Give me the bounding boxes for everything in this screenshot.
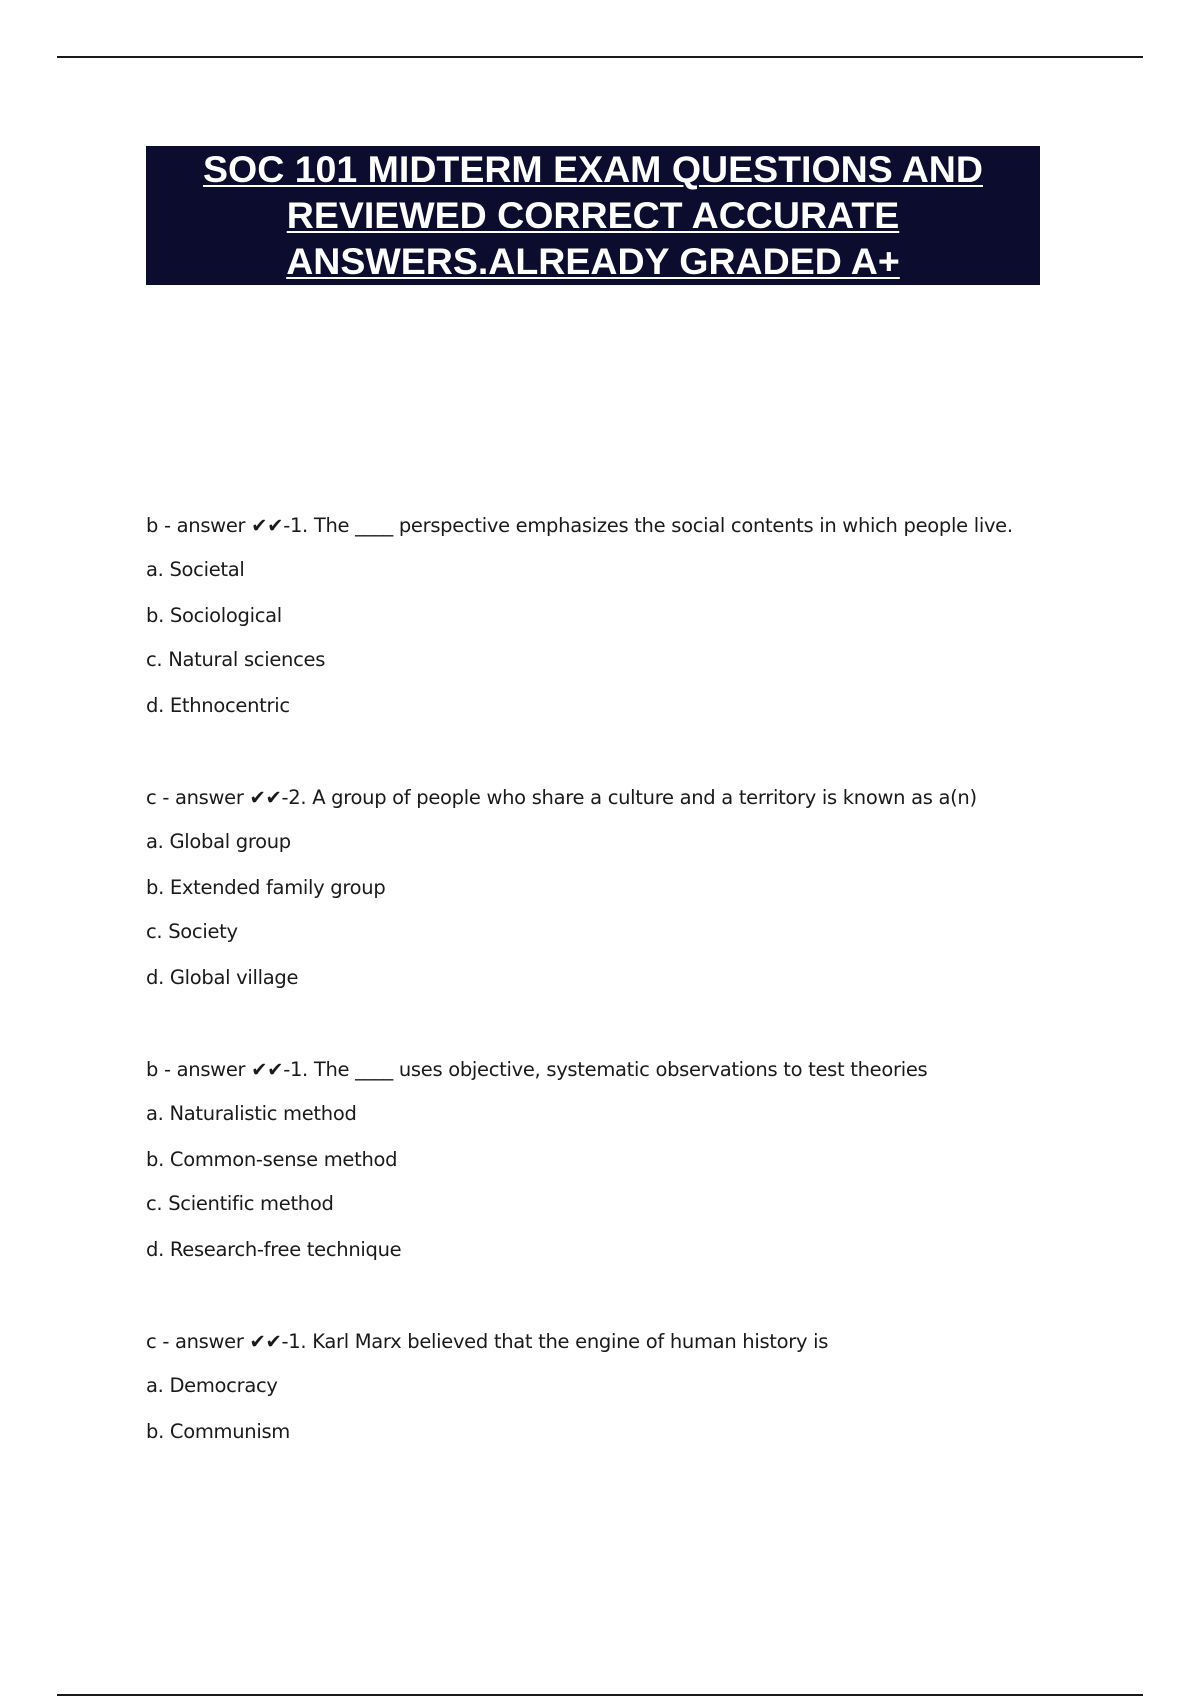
title-line-1: SOC 101 MIDTERM EXAM QUESTIONS AND: [203, 148, 983, 190]
answer-option: a. Global group: [146, 830, 291, 853]
answer-option: a. Democracy: [146, 1374, 278, 1397]
answer-option: b. Sociological: [146, 604, 282, 627]
answer-option: b. Common-sense method: [146, 1148, 398, 1171]
footer-rule: [57, 1694, 1143, 1696]
answer-option: c. Natural sciences: [146, 648, 326, 671]
answer-option: a. Societal: [146, 558, 245, 581]
answer-option: c. Society: [146, 920, 238, 943]
answer-option: a. Naturalistic method: [146, 1102, 357, 1125]
answer-option: d. Ethnocentric: [146, 694, 290, 717]
answer-option: d. Global village: [146, 966, 299, 989]
answer-option: c. Scientific method: [146, 1192, 334, 1215]
question-stem: c - answer ✔✔-2. A group of people who share a culture and a territory is known as a(n): [146, 786, 977, 809]
question-stem: b - answer ✔✔-1. The ____ uses objective, systematic observations to test theories: [146, 1058, 928, 1081]
document-title-banner: [146, 146, 1040, 285]
title-line-3: ANSWERS.ALREADY GRADED A+: [286, 240, 900, 282]
question-stem: b - answer ✔✔-1. The ____ perspective emphasizes the social contents in which people live.: [146, 514, 1013, 537]
answer-option: d. Research-free technique: [146, 1238, 402, 1261]
answer-option: b. Communism: [146, 1420, 291, 1443]
answer-option: b. Extended family group: [146, 876, 386, 899]
header-rule: [57, 56, 1143, 58]
title-line-2: REVIEWED CORRECT ACCURATE: [286, 194, 900, 236]
question-stem: c - answer ✔✔-1. Karl Marx believed that the engine of human history is: [146, 1330, 829, 1353]
